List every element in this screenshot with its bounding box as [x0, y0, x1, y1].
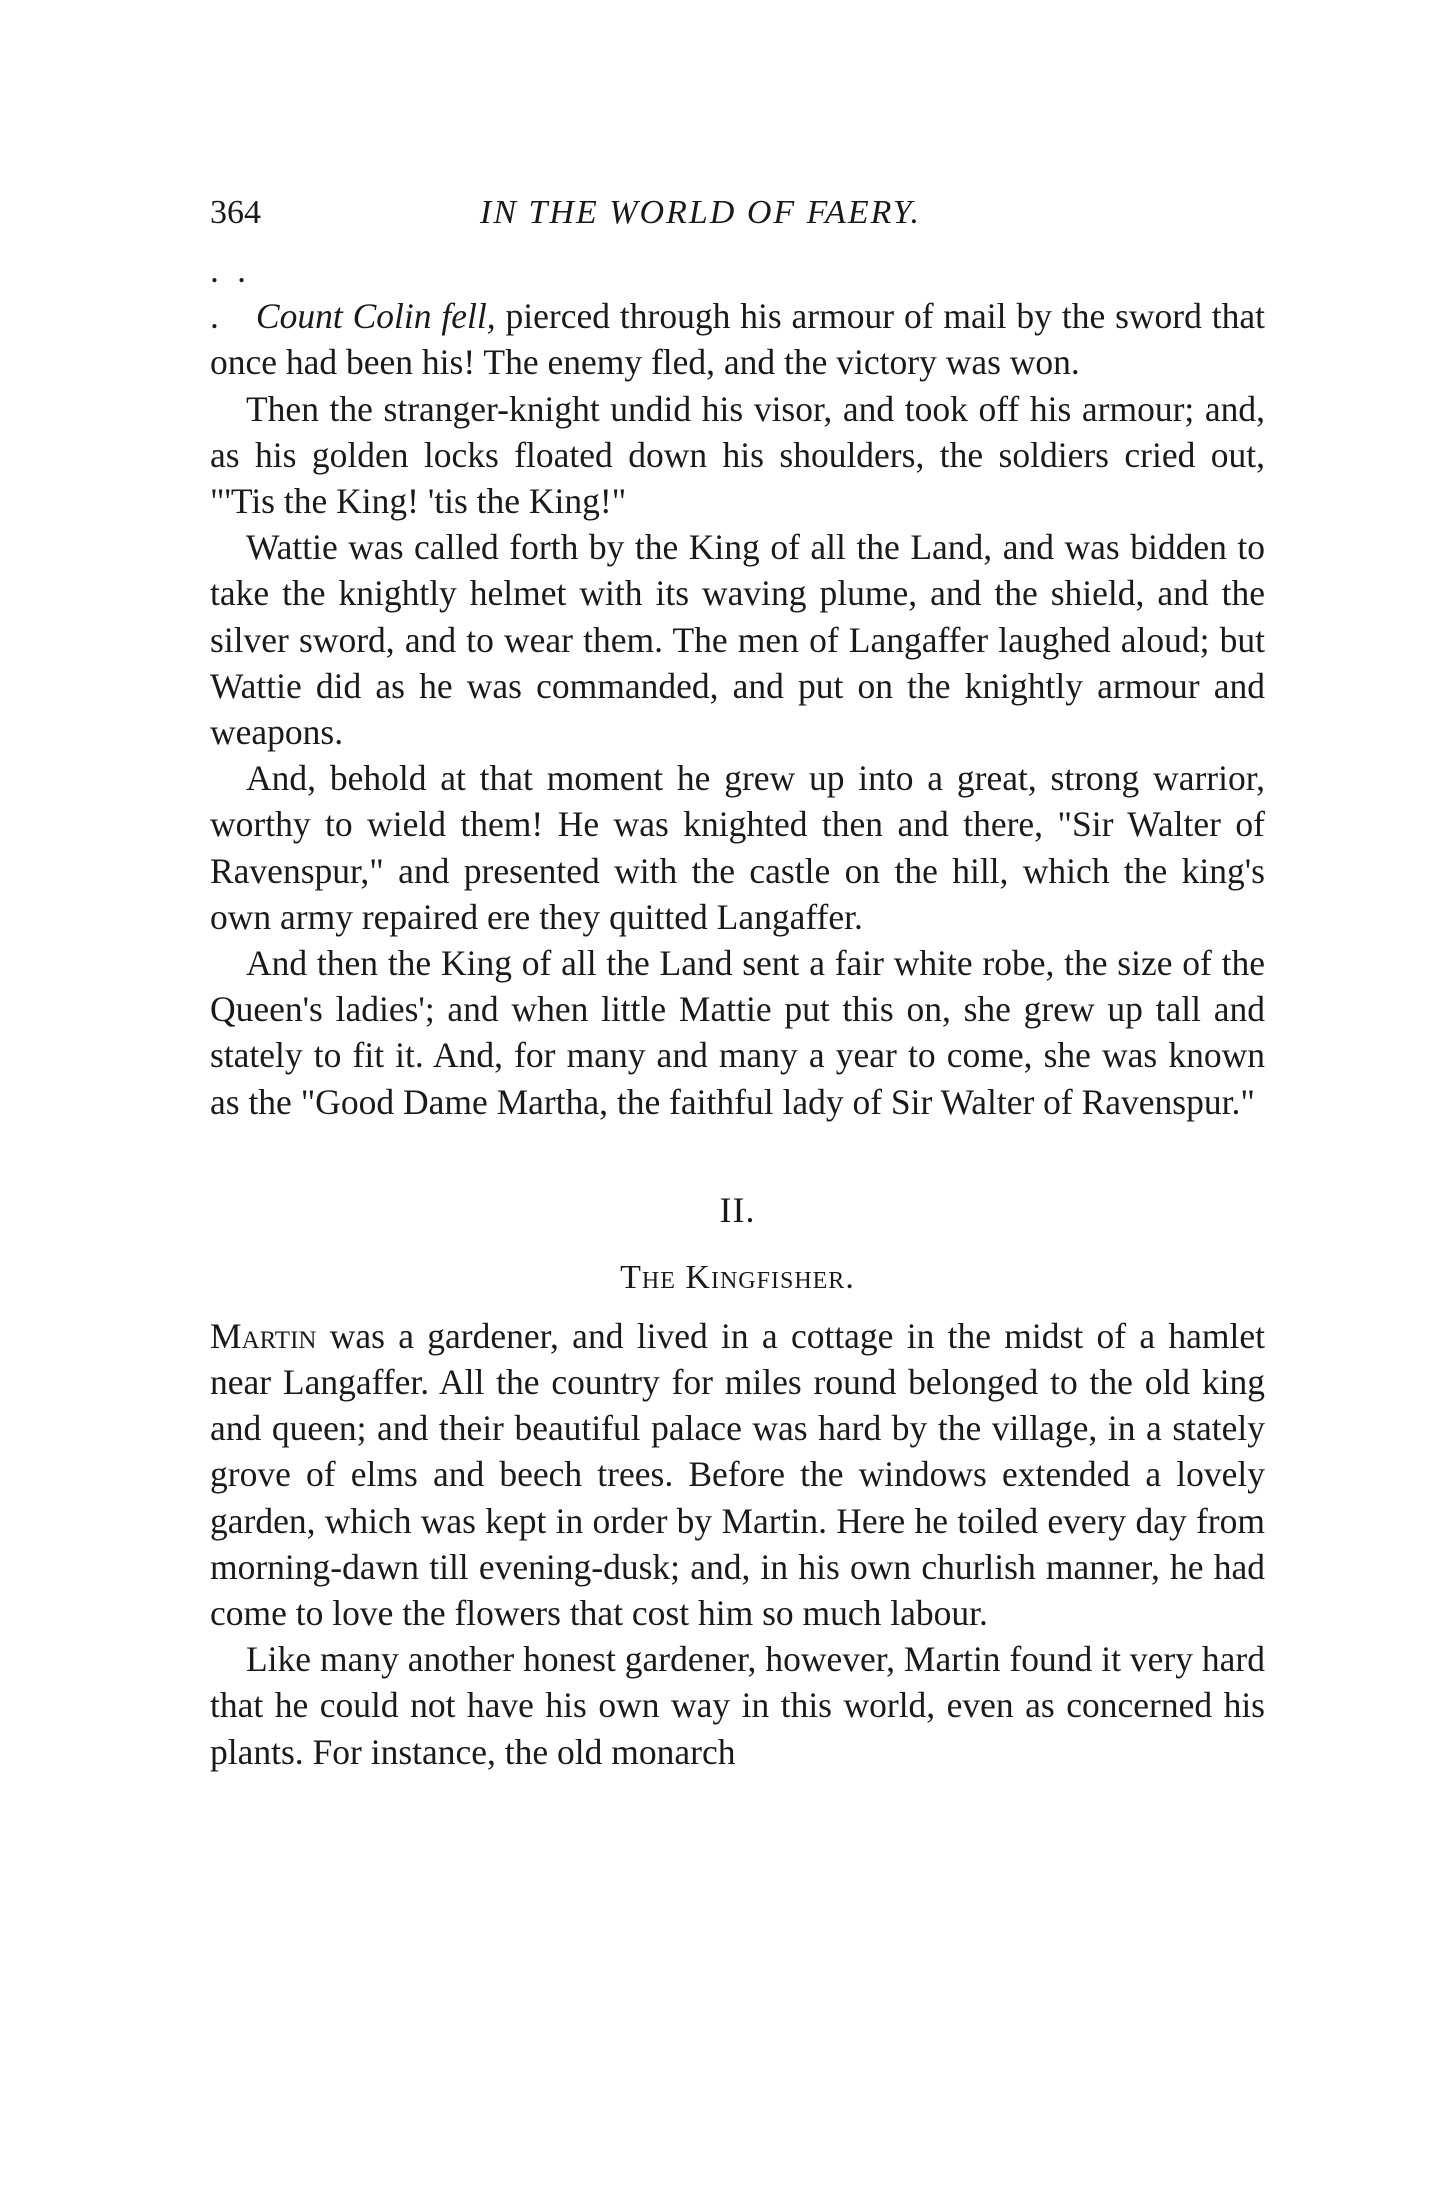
- section-one-text: [210, 247, 1265, 1125]
- paragraph: [210, 247, 1265, 386]
- section-two-text: [210, 1313, 1265, 1775]
- italic-phrase: Count Colin fell,: [255, 296, 496, 337]
- paragraph: And then the King of all the Land sent a fair white robe, the size of the Queen's ladies'; and when little Mattie put this on, she grew up tall and stately to fit it. And, for many and many a year to come, she was known as the "Good Dame Martha, the faithful lady of Sir Walter of Ravenspur.": [210, 943, 1265, 1122]
- lead-word: Martin: [210, 1315, 317, 1356]
- page-number: 364: [210, 194, 261, 231]
- running-head: [210, 185, 1265, 241]
- paragraph: Wattie was called forth by the King of all the Land, and was bidden to take the knightly helmet with its waving plume, and the shield, and the silver sword, and to wear them. The men of Langaffer laughed aloud; but Wattie did as he was commanded, and put on the knightly armour and weapons.: [210, 527, 1265, 753]
- paragraph-text: was a gardener, and lived in a cottage in the midst of a hamlet near Langaffer. All the country for miles round belonged to the old king and queen; and their beautiful palace was hard by the village, in a stately grove of elms and beech trees. Before the windows extended a lovely garden, which was kept in order by Martin. Here he toiled every day from morning-dawn till evening-dusk; and, in his own churlish manner, he had come to love the flowers that cost him so much labour.: [210, 1315, 1265, 1634]
- ellipsis: . . .: [210, 250, 246, 337]
- book-page: [210, 185, 1265, 1775]
- paragraph-text: pierced through his armour of mail by the sword that once had been his! The enemy fled, and the victory was won.: [210, 296, 1266, 383]
- paragraph: [210, 1313, 1265, 1636]
- chapter-title: The Kingfisher.: [620, 1258, 855, 1296]
- paragraph: Like many another honest gardener, however, Martin found it very hard that he could not have his own way in this world, even as concerned his plants. For instance, the old monarch: [210, 1639, 1265, 1772]
- paragraph: And, behold at that moment he grew up into a great, strong warrior, worthy to wield them! He was knighted then and there, "Sir Walter of Ravenspur," and presented with the castle on the hill, which the king's own army repaired ere they quitted Langaffer.: [210, 758, 1265, 937]
- paragraph: Then the stranger-knight undid his visor, and took off his armour; and, as his golden locks floated down his shoulders, the soldiers cried out, "'Tis the King! 'tis the King!": [210, 388, 1265, 522]
- section-numeral: II.: [719, 1189, 756, 1230]
- running-title: IN THE WORLD OF FAERY.: [480, 194, 922, 231]
